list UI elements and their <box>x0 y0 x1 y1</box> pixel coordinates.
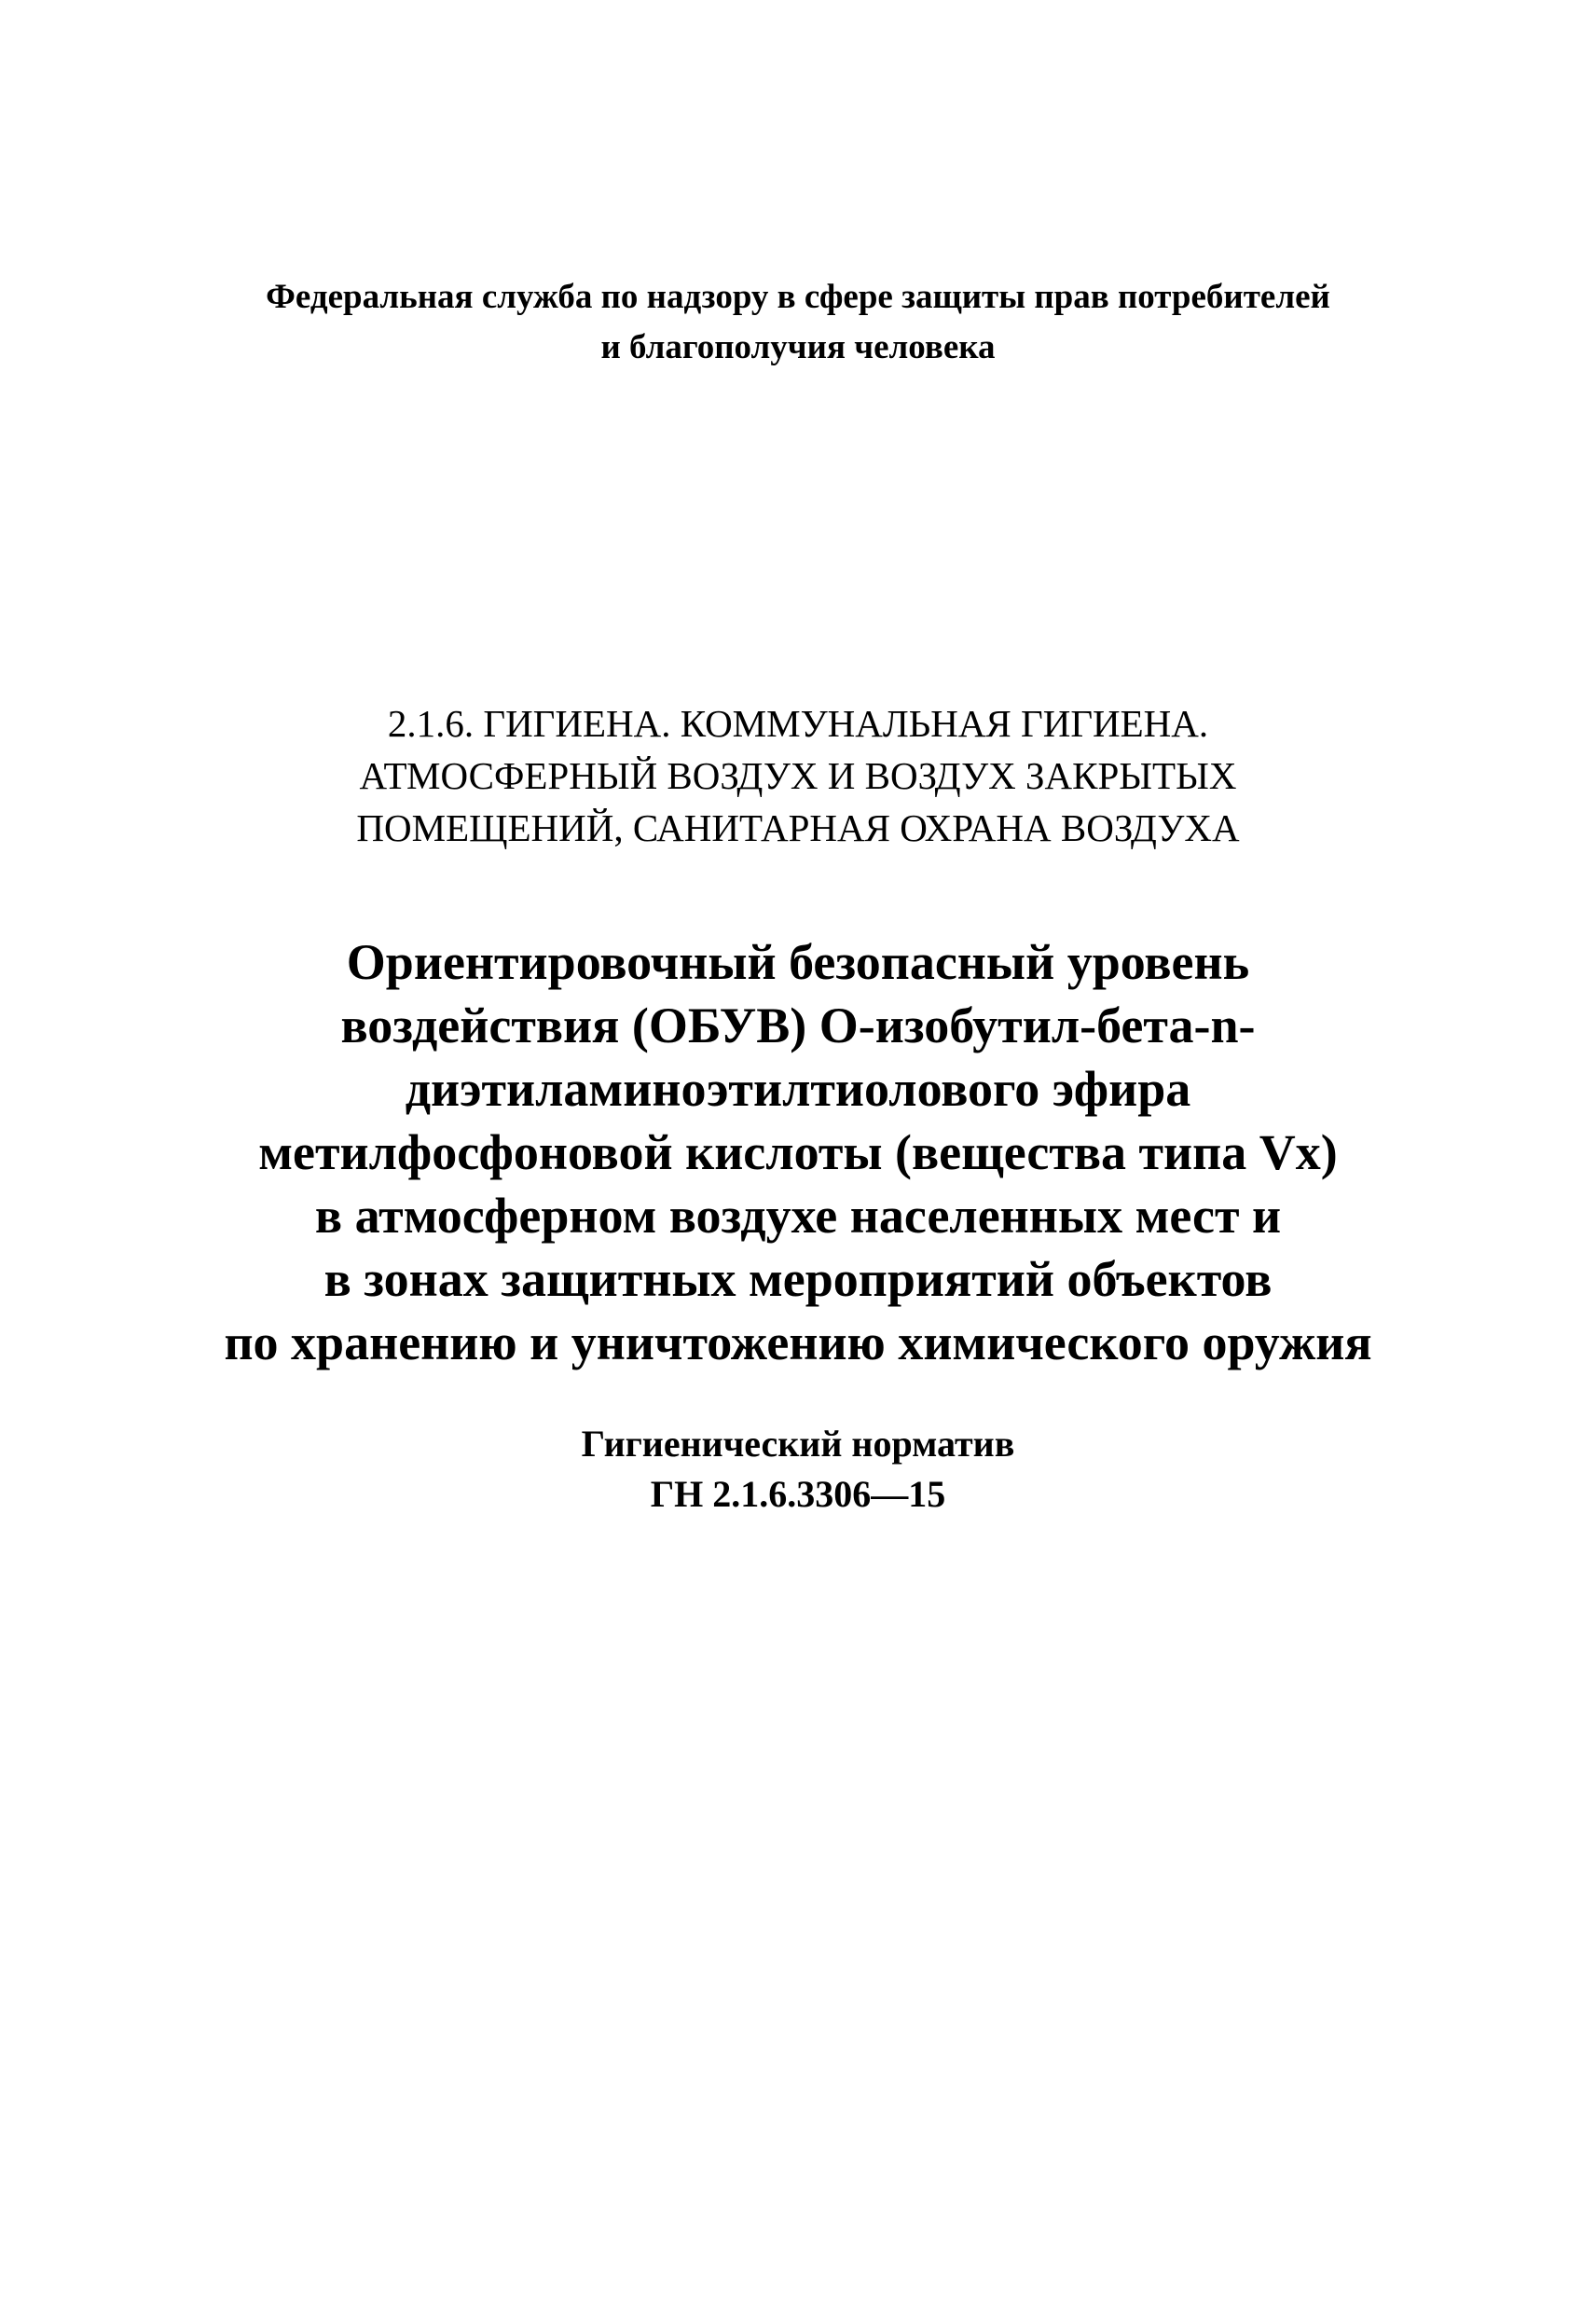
agency-header-line-2: и благополучия человека <box>600 328 996 366</box>
agency-header <box>0 272 1596 373</box>
title-line-6: в зонах защитных мероприятий объектов <box>323 1251 1273 1307</box>
title-line-5: в атмосферном воздухе населенных мест и <box>314 1188 1282 1244</box>
classification-line-1: 2.1.6. ГИГИЕНА. КОММУНАЛЬНАЯ ГИГИЕНА. <box>387 702 1209 745</box>
classification-line-3: ПОМЕЩЕНИЙ, САНИТАРНАЯ ОХРАНА ВОЗДУХА <box>356 806 1240 849</box>
title-line-7: по хранению и уничтожению химического оружия <box>224 1314 1372 1370</box>
document-number: ГН 2.1.6.3306—15 <box>650 1473 946 1515</box>
document-title <box>0 930 1596 1374</box>
document-type-label: Гигиенический норматив <box>581 1423 1015 1465</box>
title-line-1: Ориентировочный безопасный уровень <box>346 934 1250 990</box>
classification-line-2: АТМОСФЕРНЫЙ ВОЗДУХ И ВОЗДУХ ЗАКРЫТЫХ <box>359 754 1237 797</box>
title-line-3: диэтиламиноэтилтиолового эфира <box>405 1061 1191 1117</box>
title-line-4: метилфосфоновой кислоты (вещества типа Vx) <box>258 1124 1338 1180</box>
classification-section <box>0 697 1596 854</box>
agency-header-line-1: Федеральная служба по надзору в сфере защиты прав потребителей <box>266 278 1330 316</box>
document-type <box>0 1419 1596 1520</box>
title-line-2: воздействия (ОБУВ) О-изобутил-бета-n- <box>340 998 1256 1053</box>
